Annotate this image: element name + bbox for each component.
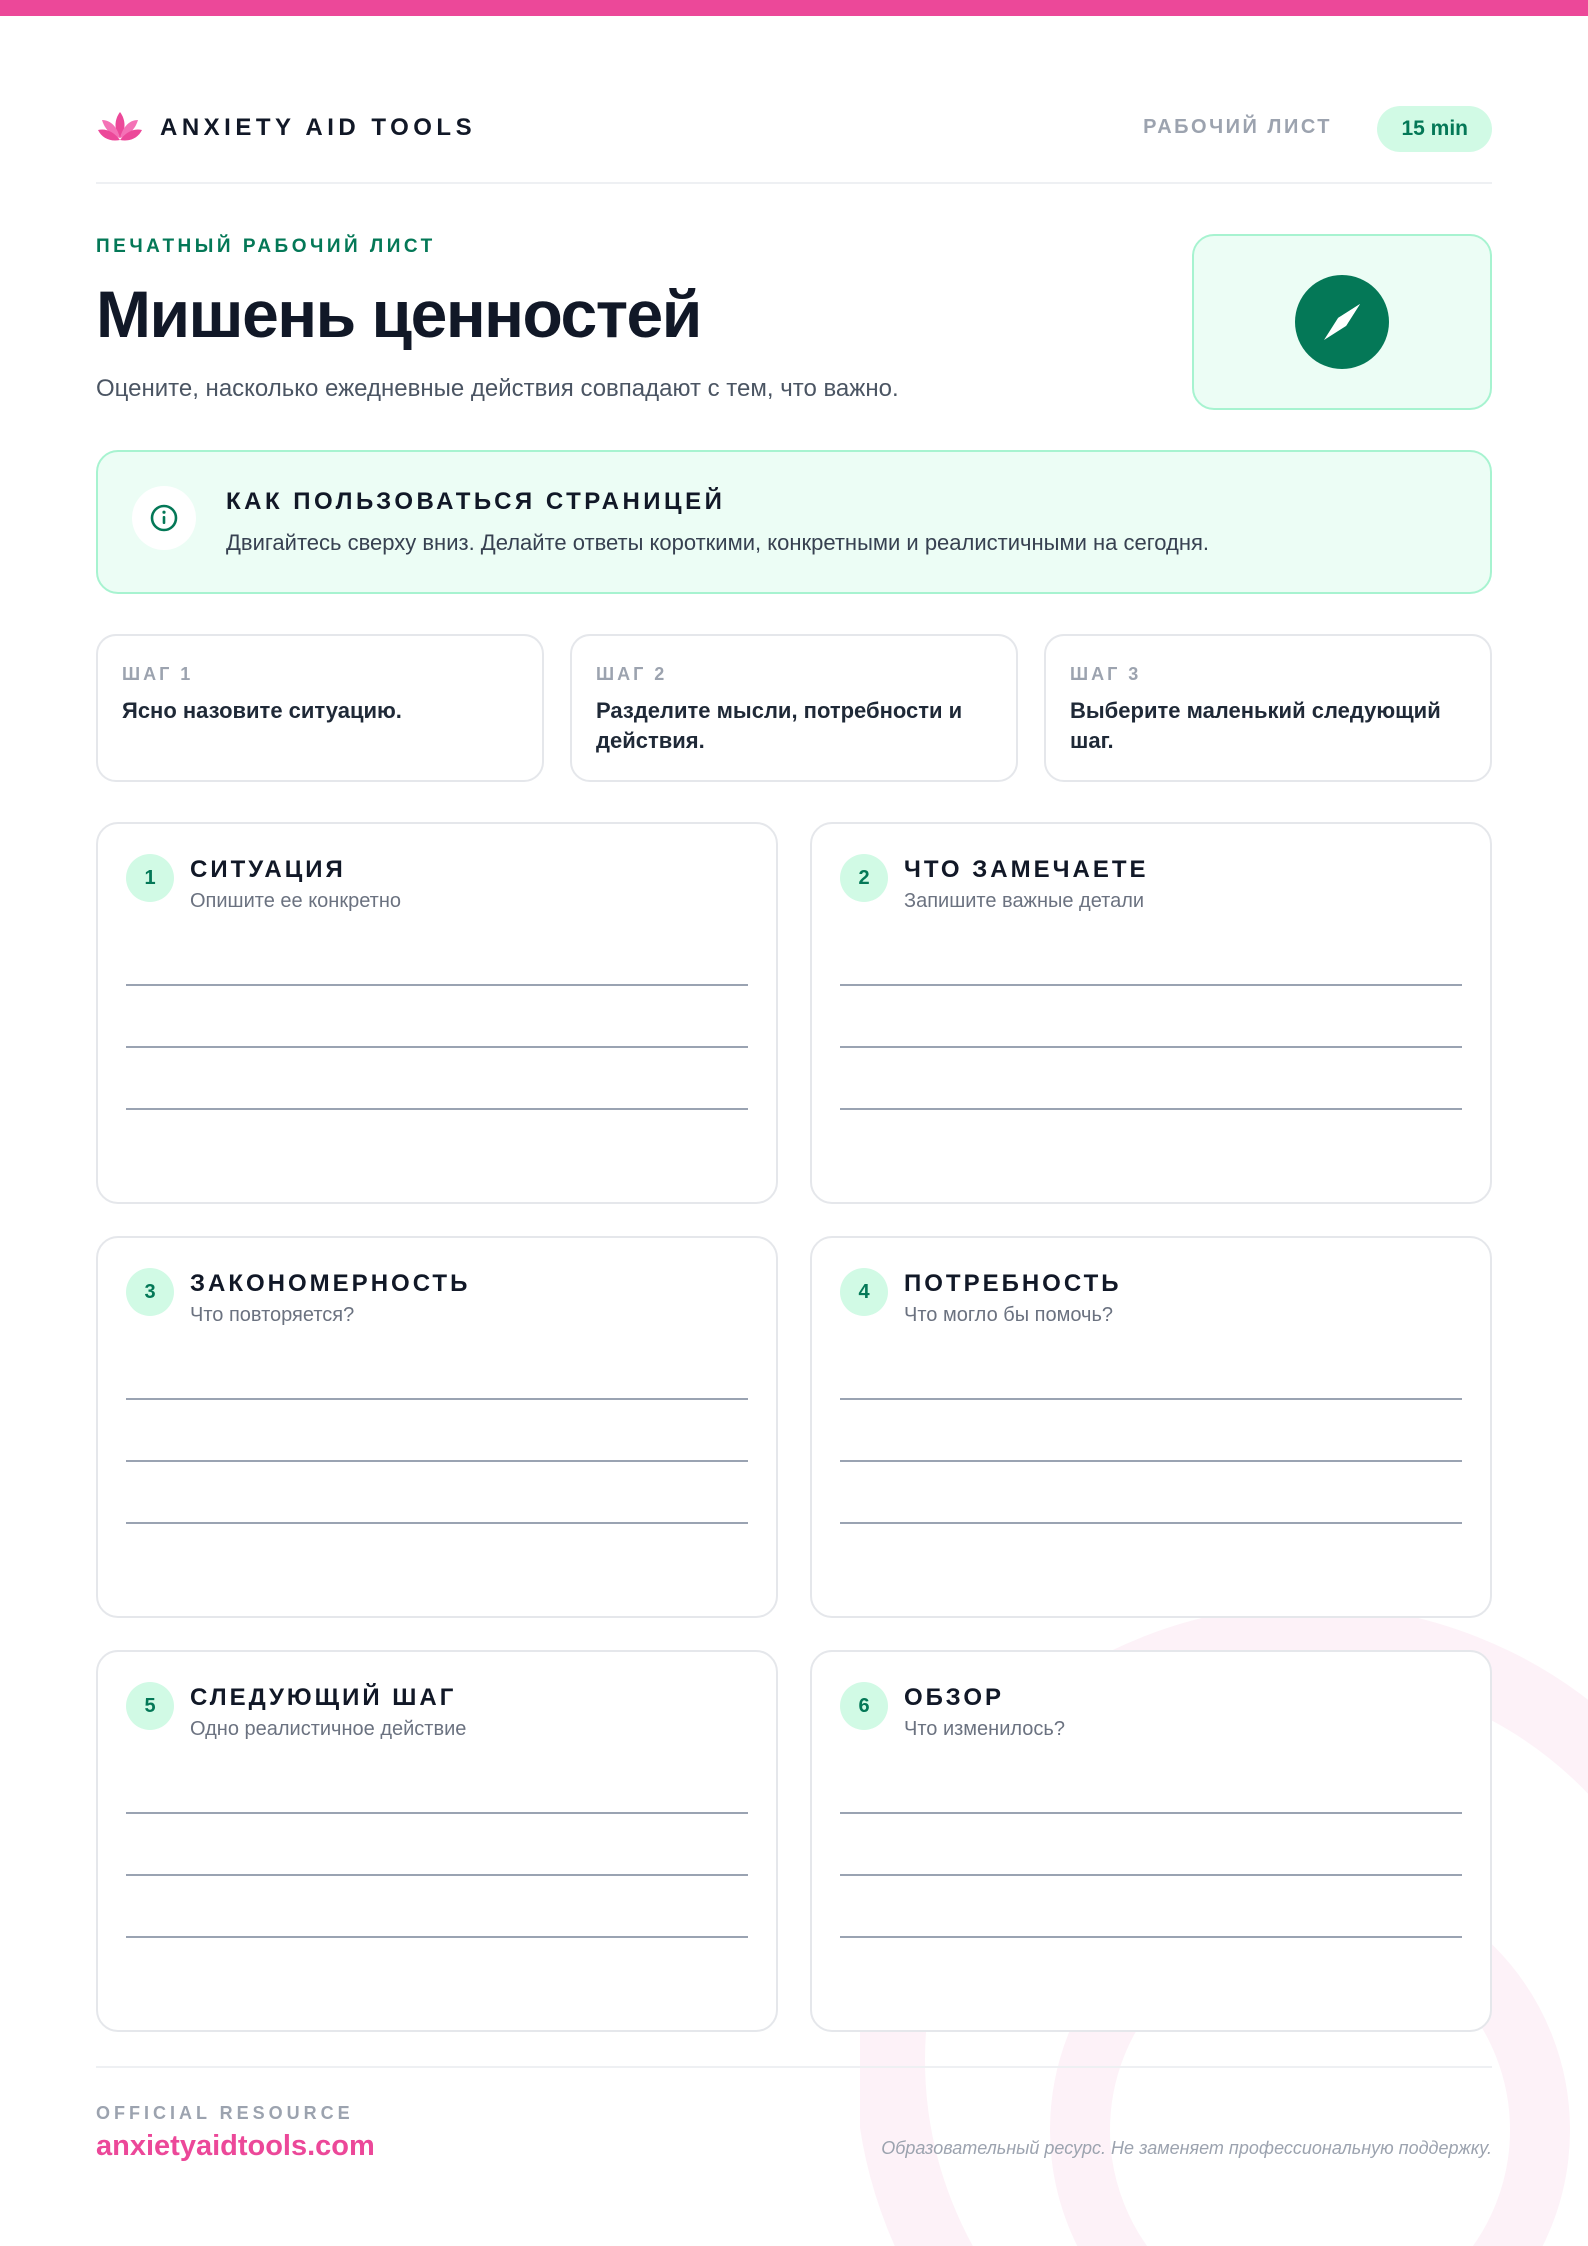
writing-line[interactable]	[126, 1046, 748, 1048]
step-label: ШАГ 2	[596, 664, 668, 684]
step-card-1	[96, 634, 544, 782]
section-number-badge: 2	[840, 854, 888, 902]
writing-line[interactable]	[126, 1108, 748, 1110]
step-text: Выберите маленький следующий шаг.	[1070, 698, 1441, 753]
section-subtitle: Что могло бы помочь?	[904, 1304, 1113, 1326]
footer-disclaimer: Образовательный ресурс. Не заменяет профессиональную поддержку.	[881, 2138, 1492, 2158]
section-title: ПОТРЕБНОСТЬ	[904, 1270, 1122, 1297]
writing-line[interactable]	[840, 1398, 1462, 1400]
writing-line[interactable]	[840, 1812, 1462, 1814]
step-card-3	[1044, 634, 1492, 782]
writing-line[interactable]	[126, 1874, 748, 1876]
writing-line[interactable]	[840, 1108, 1462, 1110]
section-pattern	[96, 1236, 778, 1618]
writing-line[interactable]	[840, 984, 1462, 986]
section-need	[810, 1236, 1492, 1618]
instructions-box	[96, 450, 1492, 594]
info-icon	[132, 486, 196, 550]
page-header	[96, 104, 1492, 184]
top-accent-bar	[0, 0, 1588, 16]
writing-line[interactable]	[126, 1522, 748, 1524]
section-title: ЧТО ЗАМЕЧАЕТЕ	[904, 856, 1149, 883]
step-text: Ясно назовите ситуацию.	[122, 698, 402, 723]
footer-divider	[96, 2066, 1492, 2068]
writing-line[interactable]	[840, 1522, 1462, 1524]
footer-label: OFFICIAL RESOURCE	[96, 2103, 354, 2123]
section-number-badge: 1	[126, 854, 174, 902]
footer-website-link[interactable]: anxietyaidtools.com	[96, 2130, 375, 2162]
page-title: Мишень ценностей	[96, 277, 701, 351]
step-text: Разделите мысли, потребности и действия.	[596, 698, 963, 753]
section-review	[810, 1650, 1492, 2032]
hero-icon-card	[1192, 234, 1492, 410]
writing-line[interactable]	[840, 1046, 1462, 1048]
step-card-2	[570, 634, 1018, 782]
step-label: ШАГ 1	[122, 664, 194, 684]
section-noticing	[810, 822, 1492, 1204]
lotus-icon	[96, 108, 144, 148]
writing-line[interactable]	[840, 1874, 1462, 1876]
brand-name: ANXIETY AID TOOLS	[160, 114, 477, 141]
section-situation	[96, 822, 778, 1204]
compass-icon	[1294, 274, 1390, 370]
section-title: ОБЗОР	[904, 1684, 1004, 1711]
section-title: ЗАКОНОМЕРНОСТЬ	[190, 1270, 471, 1297]
section-number-badge: 5	[126, 1682, 174, 1730]
section-subtitle: Одно реалистичное действие	[190, 1718, 467, 1740]
writing-line[interactable]	[126, 984, 748, 986]
section-number-badge: 3	[126, 1268, 174, 1316]
instructions-title: КАК ПОЛЬЗОВАТЬСЯ СТРАНИЦЕЙ	[226, 488, 726, 515]
brand	[96, 104, 476, 152]
document-type-label: РАБОЧИЙ ЛИСТ	[1143, 116, 1332, 138]
section-number-badge: 6	[840, 1682, 888, 1730]
section-subtitle: Что изменилось?	[904, 1718, 1065, 1740]
writing-line[interactable]	[126, 1398, 748, 1400]
section-next-step	[96, 1650, 778, 2032]
section-subtitle: Опишите ее конкретно	[190, 890, 401, 912]
writing-line[interactable]	[126, 1936, 748, 1938]
section-number-badge: 4	[840, 1268, 888, 1316]
hero-eyebrow: ПЕЧАТНЫЙ РАБОЧИЙ ЛИСТ	[96, 236, 436, 257]
section-title: СИТУАЦИЯ	[190, 856, 346, 883]
instructions-text: Двигайтесь сверху вниз. Делайте ответы короткими, конкретными и реалистичными на сегодня.	[226, 530, 1210, 555]
writing-line[interactable]	[840, 1460, 1462, 1462]
duration-badge: 15 min	[1377, 106, 1492, 152]
page-subtitle: Оцените, насколько ежедневные действия совпадают с тем, что важно.	[96, 375, 899, 402]
section-subtitle: Запишите важные детали	[904, 890, 1145, 912]
writing-line[interactable]	[840, 1936, 1462, 1938]
writing-line[interactable]	[126, 1460, 748, 1462]
section-title: СЛЕДУЮЩИЙ ШАГ	[190, 1684, 457, 1711]
section-subtitle: Что повторяется?	[190, 1304, 355, 1326]
writing-line[interactable]	[126, 1812, 748, 1814]
step-label: ШАГ 3	[1070, 664, 1142, 684]
